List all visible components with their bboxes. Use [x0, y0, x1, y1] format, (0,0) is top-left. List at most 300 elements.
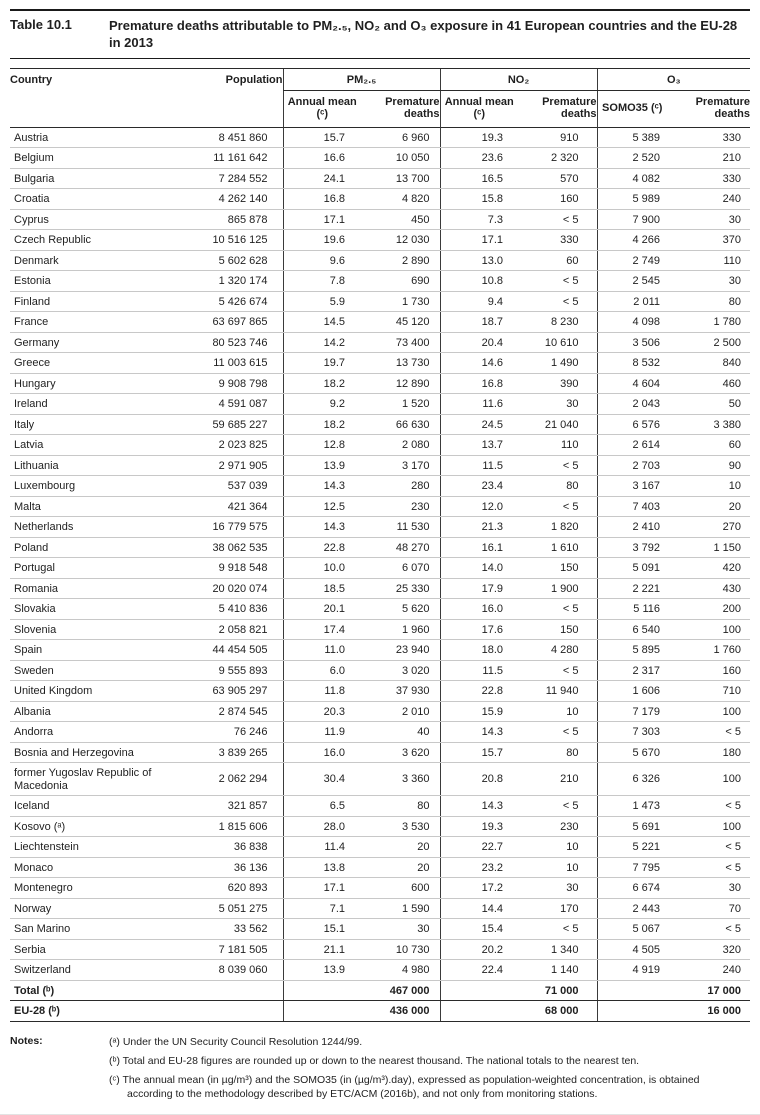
value-cell: 10 610 — [518, 332, 597, 353]
value-cell: 6 960 — [361, 127, 440, 148]
table-row — [10, 189, 750, 210]
value-cell: 865 878 — [182, 209, 283, 230]
value-cell: 6.5 — [283, 796, 361, 817]
value-cell: 5 691 — [597, 816, 667, 837]
table-row — [10, 148, 750, 169]
value-cell: 14.4 — [440, 898, 518, 919]
value-cell: 5 620 — [361, 599, 440, 620]
value-cell: 59 685 227 — [182, 414, 283, 435]
summary-label-cell: EU-28 (ᵇ) — [10, 1001, 182, 1022]
country-cell: Czech Republic — [10, 230, 182, 251]
value-cell: 14.6 — [440, 353, 518, 374]
value-cell: 150 — [518, 619, 597, 640]
value-cell: 1 760 — [667, 640, 750, 661]
value-cell: 11.5 — [440, 660, 518, 681]
table-row — [10, 960, 750, 981]
value-cell: 1 730 — [361, 291, 440, 312]
value-cell: 28.0 — [283, 816, 361, 837]
value-cell: < 5 — [518, 209, 597, 230]
value-cell: 8 039 060 — [182, 960, 283, 981]
table-row — [10, 640, 750, 661]
value-cell: 4 262 140 — [182, 189, 283, 210]
value-cell: < 5 — [518, 291, 597, 312]
value-cell: 436 000 — [361, 1001, 440, 1022]
country-cell: Croatia — [10, 189, 182, 210]
value-cell: 20.8 — [440, 763, 518, 796]
value-cell: 6 576 — [597, 414, 667, 435]
value-cell: 5 116 — [597, 599, 667, 620]
value-cell: 63 697 865 — [182, 312, 283, 333]
value-cell: 7 284 552 — [182, 168, 283, 189]
value-cell: 80 — [518, 742, 597, 763]
value-cell: 200 — [667, 599, 750, 620]
value-cell: 4 820 — [361, 189, 440, 210]
table-row — [10, 537, 750, 558]
value-cell: 1 590 — [361, 898, 440, 919]
value-cell: 12.0 — [440, 496, 518, 517]
country-cell: Luxembourg — [10, 476, 182, 497]
column-header-pm25-premature-deaths: Premature deaths — [385, 95, 440, 120]
value-cell: 2 703 — [597, 455, 667, 476]
value-cell — [597, 980, 667, 1001]
value-cell: < 5 — [518, 722, 597, 743]
data-table — [10, 68, 750, 1022]
value-cell: 4 980 — [361, 960, 440, 981]
country-cell: Norway — [10, 898, 182, 919]
country-cell: Latvia — [10, 435, 182, 456]
value-cell: 22.8 — [283, 537, 361, 558]
value-cell: 36 136 — [182, 857, 283, 878]
value-cell: 13.0 — [440, 250, 518, 271]
value-cell: 20 020 074 — [182, 578, 283, 599]
country-cell: Malta — [10, 496, 182, 517]
value-cell: 2 443 — [597, 898, 667, 919]
value-cell: 330 — [667, 168, 750, 189]
country-cell: United Kingdom — [10, 681, 182, 702]
country-cell: Netherlands — [10, 517, 182, 538]
country-cell: Kosovo (ᵃ) — [10, 816, 182, 837]
table-row — [10, 271, 750, 292]
value-cell: 2 010 — [361, 701, 440, 722]
value-cell: 100 — [667, 816, 750, 837]
value-cell: 16.8 — [283, 189, 361, 210]
country-cell: Italy — [10, 414, 182, 435]
value-cell: 16.1 — [440, 537, 518, 558]
value-cell: 48 270 — [361, 537, 440, 558]
note-a: (ᵃ) Under the UN Security Council Resolution 1244/99. — [109, 1035, 363, 1048]
value-cell: 5 389 — [597, 127, 667, 148]
table-row — [10, 496, 750, 517]
table-row — [10, 312, 750, 333]
top-rule — [10, 9, 750, 11]
value-cell: 4 591 087 — [182, 394, 283, 415]
table-row — [10, 898, 750, 919]
value-cell: 18.2 — [283, 373, 361, 394]
value-cell: 16 000 — [667, 1001, 750, 1022]
country-cell: Denmark — [10, 250, 182, 271]
value-cell: 330 — [518, 230, 597, 251]
table-row — [10, 291, 750, 312]
value-cell: 18.0 — [440, 640, 518, 661]
value-cell: 2 410 — [597, 517, 667, 538]
value-cell: 110 — [667, 250, 750, 271]
value-cell — [283, 1001, 361, 1022]
value-cell: 45 120 — [361, 312, 440, 333]
value-cell: 3 530 — [361, 816, 440, 837]
value-cell: 8 451 860 — [182, 127, 283, 148]
country-cell: Albania — [10, 701, 182, 722]
value-cell: 17.9 — [440, 578, 518, 599]
value-cell: 1 140 — [518, 960, 597, 981]
value-cell: 3 506 — [597, 332, 667, 353]
country-cell: Portugal — [10, 558, 182, 579]
value-cell: 70 — [667, 898, 750, 919]
country-cell: Monaco — [10, 857, 182, 878]
value-cell: 5 410 836 — [182, 599, 283, 620]
country-cell: San Marino — [10, 919, 182, 940]
value-cell: 6 326 — [597, 763, 667, 796]
table-row — [10, 796, 750, 817]
summary-label-cell: Total (ᵇ) — [10, 980, 182, 1001]
value-cell: 17.1 — [283, 878, 361, 899]
value-cell: 7.1 — [283, 898, 361, 919]
value-cell: 60 — [518, 250, 597, 271]
value-cell: 44 454 505 — [182, 640, 283, 661]
value-cell: 21 040 — [518, 414, 597, 435]
group-header-row — [10, 69, 750, 91]
value-cell: 180 — [667, 742, 750, 763]
value-cell: 9 908 798 — [182, 373, 283, 394]
value-cell: 1 606 — [597, 681, 667, 702]
value-cell: 9.4 — [440, 291, 518, 312]
table-row — [10, 837, 750, 858]
value-cell: 390 — [518, 373, 597, 394]
column-header-pm25-annual-mean: Annual mean (ᶜ) — [283, 90, 361, 127]
value-cell: 15.9 — [440, 701, 518, 722]
table-title: Premature deaths attributable to PM₂.₅, NO₂ and O₃ exposure in 41 European countries and the EU-28 in 2013 — [109, 18, 738, 50]
value-cell: 16.8 — [440, 373, 518, 394]
value-cell: 2 080 — [361, 435, 440, 456]
country-cell: Belgium — [10, 148, 182, 169]
value-cell: 1 610 — [518, 537, 597, 558]
column-header-population: Population — [182, 69, 283, 128]
value-cell: 110 — [518, 435, 597, 456]
value-cell: 10 050 — [361, 148, 440, 169]
table-row — [10, 332, 750, 353]
value-cell: < 5 — [667, 919, 750, 940]
value-cell: 4 280 — [518, 640, 597, 661]
country-cell: Cyprus — [10, 209, 182, 230]
country-cell: Serbia — [10, 939, 182, 960]
value-cell: 80 — [361, 796, 440, 817]
value-cell: 11.0 — [283, 640, 361, 661]
value-cell: 17.6 — [440, 619, 518, 640]
value-cell: 20.4 — [440, 332, 518, 353]
value-cell: 321 857 — [182, 796, 283, 817]
value-cell: 10 — [667, 476, 750, 497]
value-cell: 24.1 — [283, 168, 361, 189]
value-cell: 11.8 — [283, 681, 361, 702]
value-cell: 10 516 125 — [182, 230, 283, 251]
country-cell: France — [10, 312, 182, 333]
value-cell: 16.6 — [283, 148, 361, 169]
value-cell: 30 — [667, 209, 750, 230]
value-cell: 18.7 — [440, 312, 518, 333]
value-cell — [440, 1001, 518, 1022]
value-cell: < 5 — [667, 857, 750, 878]
value-cell: 18.2 — [283, 414, 361, 435]
value-cell: 11 003 615 — [182, 353, 283, 374]
value-cell: 910 — [518, 127, 597, 148]
value-cell: 160 — [518, 189, 597, 210]
notes-block — [10, 1035, 750, 1106]
value-cell — [440, 980, 518, 1001]
value-cell: 11.9 — [283, 722, 361, 743]
value-cell: 13 700 — [361, 168, 440, 189]
column-header-no2-annual-mean: Annual mean (ᶜ) — [440, 90, 518, 127]
note-c: (ᶜ) The annual mean (in µg/m³) and the SOMO35 (in (µg/m³).day), expressed as population-weighted concentration, is obtained according to the methodology described by ETC/ACM (2016b), and not only from monitoring stations. — [109, 1073, 700, 1100]
value-cell: 11 530 — [361, 517, 440, 538]
table-header-block — [10, 17, 750, 51]
value-cell: 7 179 — [597, 701, 667, 722]
value-cell: 30 — [667, 878, 750, 899]
table-row — [10, 742, 750, 763]
value-cell: 10.8 — [440, 271, 518, 292]
value-cell: 14.3 — [283, 476, 361, 497]
value-cell: 80 — [667, 291, 750, 312]
value-cell: 4 505 — [597, 939, 667, 960]
value-cell: 10.0 — [283, 558, 361, 579]
value-cell: 2 043 — [597, 394, 667, 415]
table-row — [10, 681, 750, 702]
value-cell: 19.3 — [440, 127, 518, 148]
value-cell: 600 — [361, 878, 440, 899]
value-cell: 12.5 — [283, 496, 361, 517]
value-cell — [283, 980, 361, 1001]
value-cell: 467 000 — [361, 980, 440, 1001]
column-group-no2: NO₂ — [440, 69, 597, 91]
value-cell: 36 838 — [182, 837, 283, 858]
value-cell: 17.1 — [440, 230, 518, 251]
table-row — [10, 722, 750, 743]
value-cell: 7 181 505 — [182, 939, 283, 960]
value-cell: 68 000 — [518, 1001, 597, 1022]
value-cell: 23 940 — [361, 640, 440, 661]
country-cell: Slovenia — [10, 619, 182, 640]
value-cell: 170 — [518, 898, 597, 919]
value-cell: 30 — [518, 878, 597, 899]
value-cell: 6 674 — [597, 878, 667, 899]
value-cell: 690 — [361, 271, 440, 292]
value-cell: < 5 — [518, 599, 597, 620]
value-cell: 2 221 — [597, 578, 667, 599]
value-cell: 160 — [667, 660, 750, 681]
value-cell: 3 839 265 — [182, 742, 283, 763]
table-row — [10, 209, 750, 230]
value-cell: < 5 — [518, 660, 597, 681]
value-cell: 20 — [361, 857, 440, 878]
value-cell: 1 900 — [518, 578, 597, 599]
country-cell: Sweden — [10, 660, 182, 681]
value-cell: 4 266 — [597, 230, 667, 251]
notes-label: Notes: — [10, 1034, 43, 1047]
value-cell: 23.6 — [440, 148, 518, 169]
value-cell: 2 520 — [597, 148, 667, 169]
value-cell: 38 062 535 — [182, 537, 283, 558]
value-cell: 5.9 — [283, 291, 361, 312]
value-cell: 13.7 — [440, 435, 518, 456]
value-cell: 11.4 — [283, 837, 361, 858]
value-cell: 2 011 — [597, 291, 667, 312]
value-cell: 2 614 — [597, 435, 667, 456]
value-cell: 6 540 — [597, 619, 667, 640]
country-cell: Switzerland — [10, 960, 182, 981]
value-cell — [182, 980, 283, 1001]
country-cell: Estonia — [10, 271, 182, 292]
value-cell: 2 749 — [597, 250, 667, 271]
value-cell: 14.5 — [283, 312, 361, 333]
value-cell: 9 918 548 — [182, 558, 283, 579]
value-cell: 17.4 — [283, 619, 361, 640]
value-cell: 210 — [667, 148, 750, 169]
value-cell: 5 067 — [597, 919, 667, 940]
value-cell: 60 — [667, 435, 750, 456]
value-cell: 710 — [667, 681, 750, 702]
table-row — [10, 373, 750, 394]
value-cell: 430 — [667, 578, 750, 599]
value-cell: 20.2 — [440, 939, 518, 960]
value-cell: 620 893 — [182, 878, 283, 899]
value-cell: < 5 — [667, 722, 750, 743]
value-cell: 22.8 — [440, 681, 518, 702]
value-cell: 12.8 — [283, 435, 361, 456]
country-cell: Poland — [10, 537, 182, 558]
value-cell: 3 620 — [361, 742, 440, 763]
value-cell: 25 330 — [361, 578, 440, 599]
value-cell: 10 — [518, 701, 597, 722]
value-cell: 15.1 — [283, 919, 361, 940]
value-cell: 15.7 — [283, 127, 361, 148]
value-cell: 20.1 — [283, 599, 361, 620]
country-cell: Spain — [10, 640, 182, 661]
value-cell: 10 — [518, 857, 597, 878]
value-cell: 19.7 — [283, 353, 361, 374]
value-cell: 1 780 — [667, 312, 750, 333]
country-cell: Hungary — [10, 373, 182, 394]
value-cell: 4 082 — [597, 168, 667, 189]
value-cell: 19.6 — [283, 230, 361, 251]
country-cell: Romania — [10, 578, 182, 599]
value-cell: 1 490 — [518, 353, 597, 374]
value-cell: 76 246 — [182, 722, 283, 743]
value-cell: 1 473 — [597, 796, 667, 817]
value-cell: < 5 — [518, 496, 597, 517]
value-cell: < 5 — [667, 837, 750, 858]
country-cell: Montenegro — [10, 878, 182, 899]
table-row — [10, 455, 750, 476]
country-cell: Iceland — [10, 796, 182, 817]
table-row — [10, 660, 750, 681]
country-cell: Slovakia — [10, 599, 182, 620]
value-cell: 19.3 — [440, 816, 518, 837]
value-cell: 5 221 — [597, 837, 667, 858]
value-cell: 240 — [667, 960, 750, 981]
value-cell: 40 — [361, 722, 440, 743]
value-cell: 50 — [667, 394, 750, 415]
table-head — [10, 69, 750, 128]
value-cell: 5 989 — [597, 189, 667, 210]
table-row — [10, 558, 750, 579]
value-cell: 30.4 — [283, 763, 361, 796]
value-cell: 1 960 — [361, 619, 440, 640]
table-row — [10, 763, 750, 796]
value-cell: 4 604 — [597, 373, 667, 394]
value-cell: 11.5 — [440, 455, 518, 476]
value-cell: 16.0 — [440, 599, 518, 620]
table-row — [10, 414, 750, 435]
value-cell: 3 170 — [361, 455, 440, 476]
country-cell: Ireland — [10, 394, 182, 415]
value-cell: 3 020 — [361, 660, 440, 681]
value-cell: 4 098 — [597, 312, 667, 333]
value-cell: < 5 — [518, 919, 597, 940]
table-body — [10, 127, 750, 1021]
title-divider-rule — [10, 58, 750, 59]
value-cell: 1 150 — [667, 537, 750, 558]
value-cell: 13.9 — [283, 455, 361, 476]
value-cell: 6 070 — [361, 558, 440, 579]
value-cell: 2 058 821 — [182, 619, 283, 640]
table-row — [10, 816, 750, 837]
table-row — [10, 857, 750, 878]
value-cell: 21.1 — [283, 939, 361, 960]
column-group-pm25: PM₂.₅ — [283, 69, 440, 91]
value-cell: 8 230 — [518, 312, 597, 333]
value-cell: 2 890 — [361, 250, 440, 271]
country-cell: Liechtenstein — [10, 837, 182, 858]
value-cell: 240 — [667, 189, 750, 210]
value-cell: 10 730 — [361, 939, 440, 960]
value-cell: 2 320 — [518, 148, 597, 169]
value-cell: 63 905 297 — [182, 681, 283, 702]
value-cell: < 5 — [518, 455, 597, 476]
value-cell — [597, 1001, 667, 1022]
value-cell: 320 — [667, 939, 750, 960]
value-cell: 14.3 — [283, 517, 361, 538]
value-cell: 7.8 — [283, 271, 361, 292]
table-row — [10, 919, 750, 940]
value-cell: 2 500 — [667, 332, 750, 353]
column-header-o3-premature-deaths: Premature deaths — [695, 95, 751, 120]
value-cell: 13.8 — [283, 857, 361, 878]
table-row — [10, 435, 750, 456]
value-cell: 73 400 — [361, 332, 440, 353]
value-cell: 18.5 — [283, 578, 361, 599]
country-cell: former Yugoslav Republic of Macedonia — [10, 763, 182, 796]
value-cell: 30 — [518, 394, 597, 415]
value-cell: 16 779 575 — [182, 517, 283, 538]
table-row — [10, 250, 750, 271]
value-cell: 450 — [361, 209, 440, 230]
table-row — [10, 517, 750, 538]
value-cell: 1 820 — [518, 517, 597, 538]
country-cell: Finland — [10, 291, 182, 312]
table-row — [10, 599, 750, 620]
value-cell: 3 792 — [597, 537, 667, 558]
table-row — [10, 394, 750, 415]
summary-row — [10, 1001, 750, 1022]
value-cell: 7.3 — [440, 209, 518, 230]
